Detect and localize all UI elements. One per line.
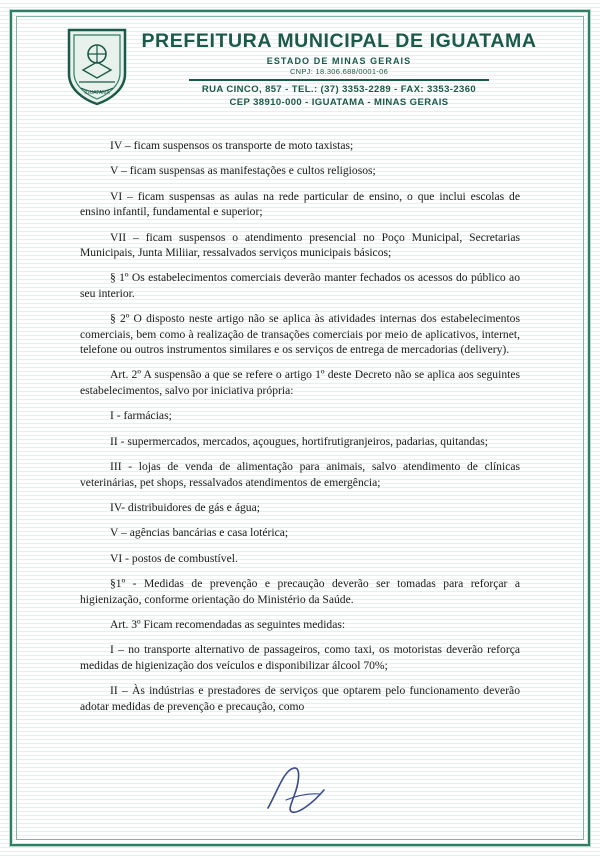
paragraph: VI - postos de combustível. — [110, 551, 238, 565]
paragraph: IV – ficam suspensos os transporte de moto taxistas; — [110, 139, 354, 152]
paragraph: V – agências bancárias e casa lotérica; — [110, 526, 289, 540]
paragraph: VI – ficam suspensas as aulas na rede particular de ensino, o que inclui escolas de ensino infantil, fundamental e superior; — [80, 189, 520, 219]
paragraph: Art. 2º A suspensão a que se refere o artigo 1º deste Decreto não se aplica aos seguintes estabelecimentos, salvo por iniciativa própria: — [80, 368, 520, 397]
paragraph: § 1º Os estabelecimentos comerciais deverão manter fechados os acessos do público ao seu interior. — [80, 271, 520, 300]
paragraph: I – no transporte alternativo de passageiros, como taxi, os motoristas deverão reforça medidas de higienização dos veículos e disponibilizar álcool 70%; — [80, 643, 520, 672]
city-title: PREFEITURA MUNICIPAL DE IGUATAMA — [141, 30, 537, 52]
address-line-1: RUA CINCO, 857 - TEL.: (37) 3353-2289 - FAX: 3353-2360 — [201, 84, 477, 95]
address-line-2: CEP 38910-000 - IGUATAMA - MINAS GERAIS — [229, 97, 449, 108]
paragraph: Art. 3º Ficam recomendadas as seguintes medidas: — [110, 617, 346, 631]
paragraph: VII – ficam suspensos o atendimento presencial no Poço Municipal, Secretarias Municipais, Junta Miliiar, ressalvados serviços municipais básicos; — [80, 230, 520, 260]
paragraph: § 2º O disposto neste artigo não se aplica às atividades internas dos estabelecimentos comerciais, bem como à realização de transações comerciais por meio de aplicativos, internet, telefone ou outros instrumentos similares e os serviços de entrega de mercadorias (delivery). — [80, 312, 520, 357]
paragraph: §1º - Medidas de prevenção e precaução deverão ser tomadas para reforçar a higienização, conforme orientação do Ministério da Saúde. — [80, 577, 520, 606]
letterhead — [0, 26, 600, 108]
paragraph: IV- distribuidores de gás e água; — [110, 500, 260, 514]
paragraph: I - farmácias; — [110, 409, 172, 423]
paragraph: III - lojas de venda de alimentação para animais, salvo atendimento de clínicas veterinárias, pet shops, ressalvados atendimentos de emergência; — [80, 460, 520, 489]
svg-text:IGUATAMA: IGUATAMA — [84, 90, 111, 96]
paragraph: II – Às indústrias e prestadores de serviços que optarem pelo funcionamento deverão adotar medidas de prevenção e precaução, como — [80, 684, 520, 713]
decree-body — [80, 138, 520, 724]
cnpj-line: CNPJ: 18.306.688/0001-06 — [289, 67, 389, 76]
state-line: ESTADO DE MINAS GERAIS — [266, 56, 412, 66]
signature-mark — [250, 760, 370, 820]
paragraph: II - supermercados, mercados, açougues, hortifrutigranjeiros, padarias, quitandas; — [110, 434, 488, 448]
coat-of-arms-icon — [63, 26, 131, 106]
paragraph: V – ficam suspensas as manifestações e cultos religiosos; — [110, 164, 376, 178]
header-divider — [189, 79, 489, 81]
